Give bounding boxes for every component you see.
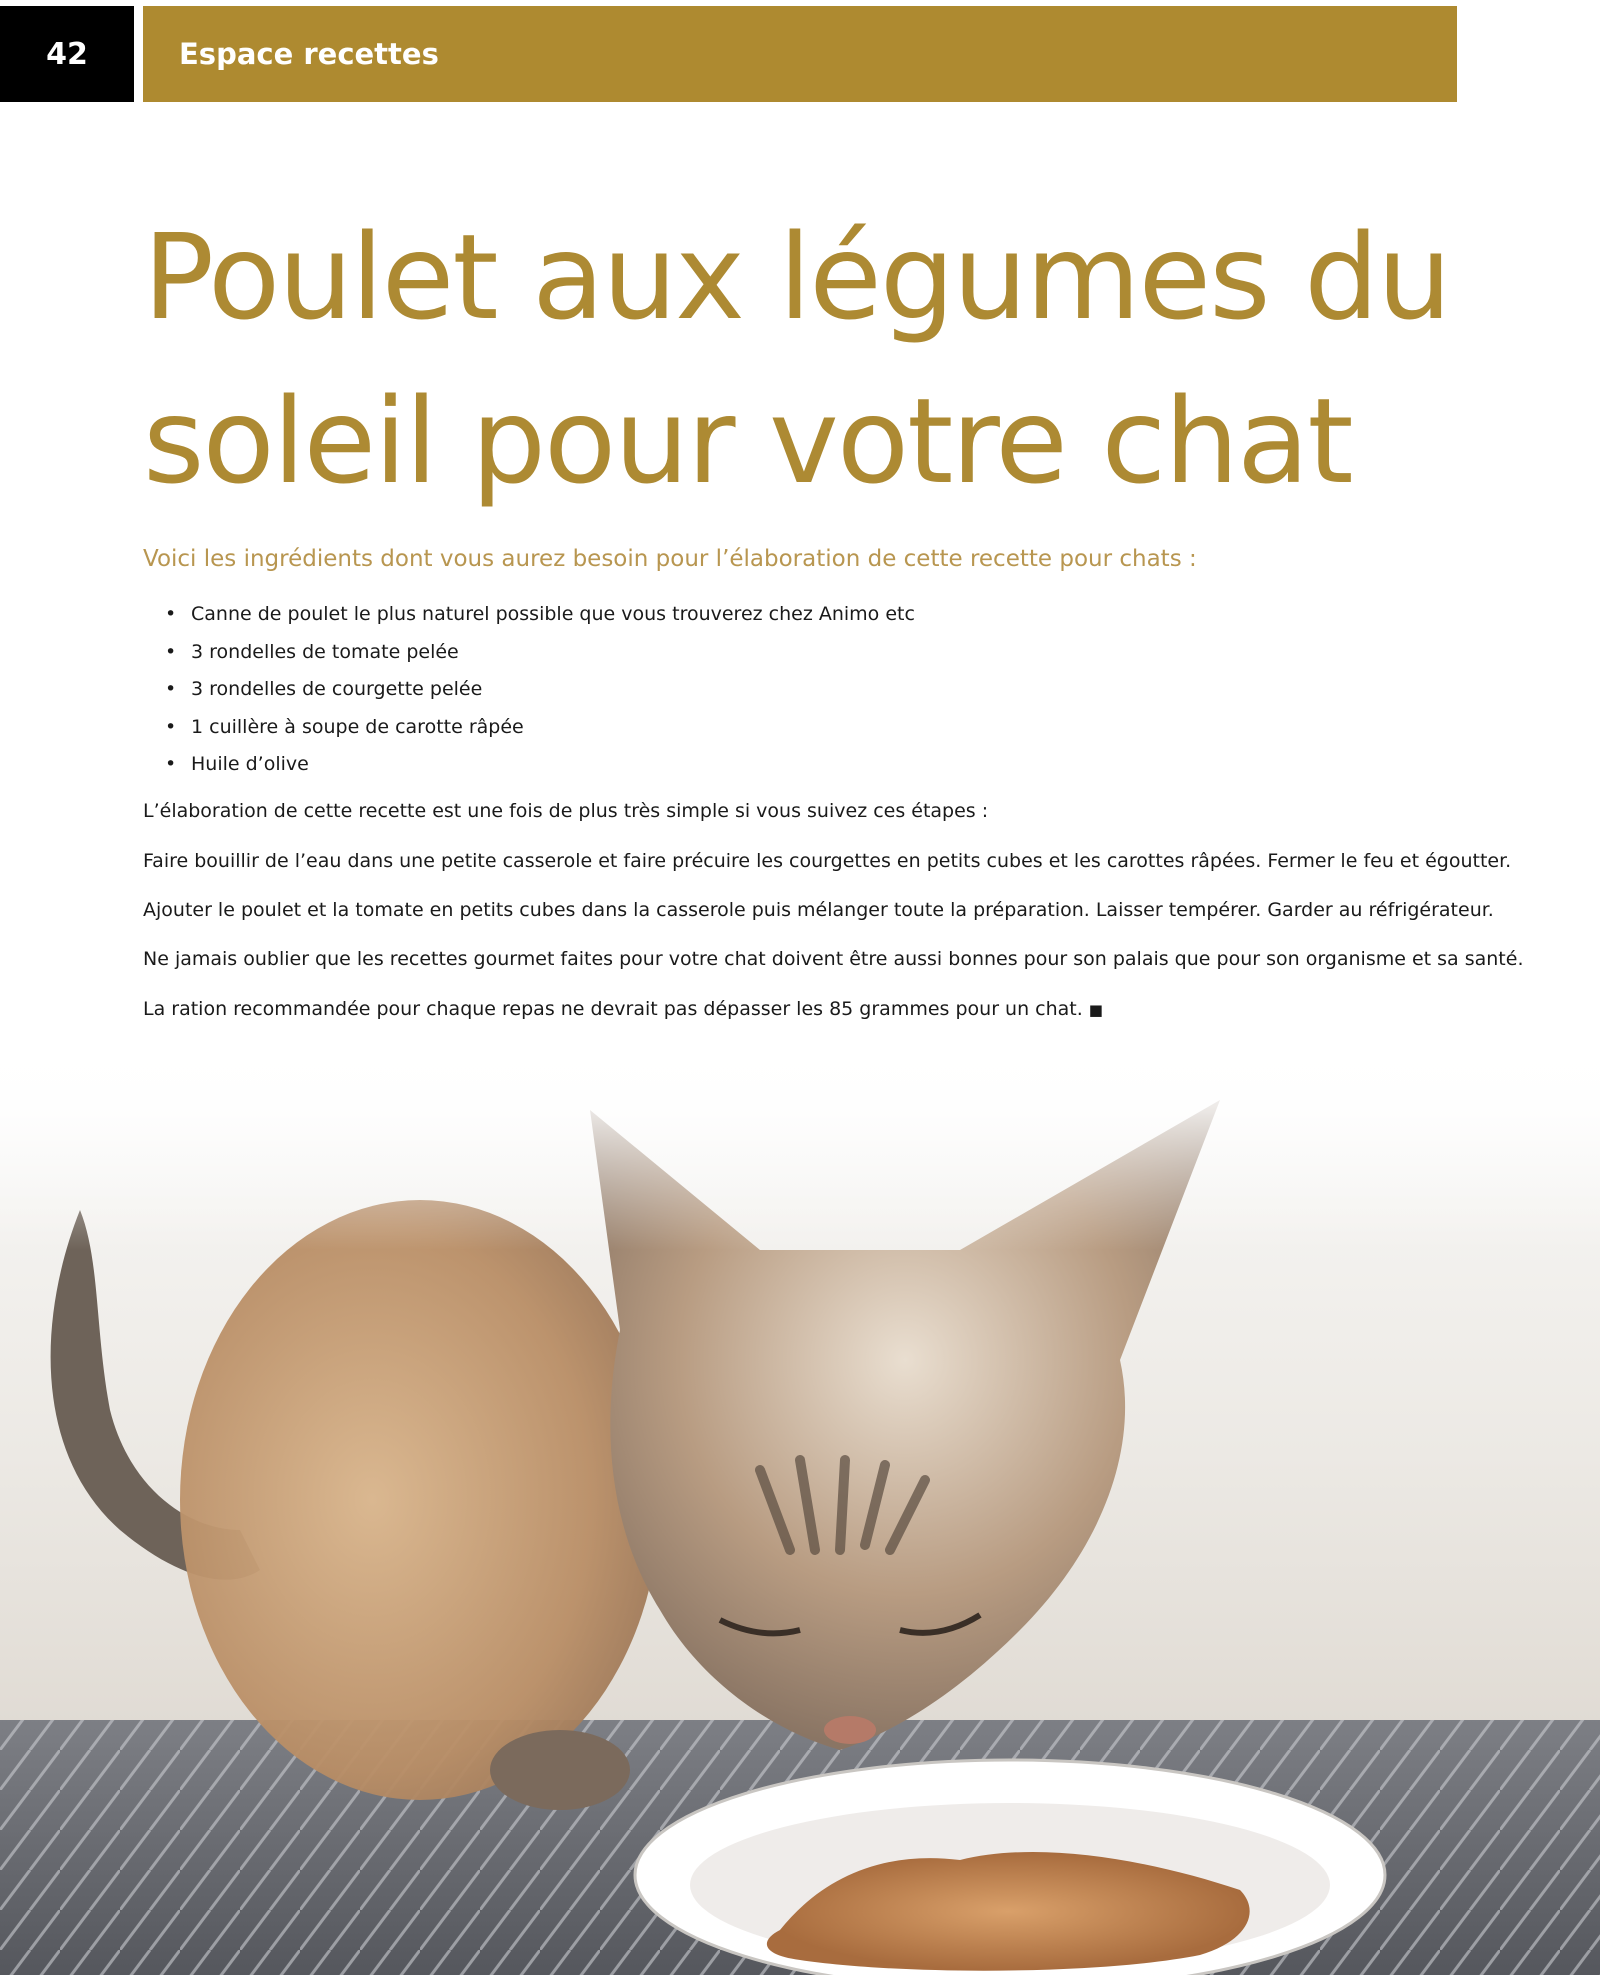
bullet-icon: •: [165, 603, 177, 625]
cat-paw: [490, 1730, 630, 1810]
ingredient-text: 3 rondelles de tomate pelée: [191, 640, 459, 663]
photo-top-fade: [0, 1030, 1600, 1250]
cat-body: [180, 1200, 660, 1800]
paragraph-steps-intro: L’élaboration de cette recette est une fois de plus très simple si vous suivez ces étapes :: [143, 800, 989, 822]
ingredient-text: Huile d’olive: [191, 753, 309, 775]
ingredient-text: 3 rondelles de courgette pelée: [191, 678, 483, 700]
section-title: Espace recettes: [179, 37, 439, 71]
bullet-icon: •: [165, 678, 177, 700]
cat-eating-photo: [0, 1030, 1600, 1975]
section-header-bar: [143, 6, 1457, 102]
ingredient-text: Canne de poulet le plus naturel possible que vous trouverez chez Animo etc: [191, 603, 915, 625]
list-item: [158, 671, 915, 709]
paragraph-step-2: Ajouter le poulet et la tomate en petits cubes dans la casserole puis mélanger toute la préparation. Laisser tempérer. Garder au réfrigérateur.: [143, 899, 1494, 921]
list-item: [158, 746, 915, 784]
article-title: [143, 195, 1493, 523]
ingredient-list: [158, 596, 915, 784]
list-item: [158, 709, 915, 747]
bullet-icon: •: [165, 715, 177, 738]
ration-text: La ration recommandée pour chaque repas ne devrait pas dépasser les 85 grammes pour un chat.: [143, 998, 1083, 1020]
bullet-icon: •: [165, 640, 177, 663]
title-line-2: soleil pour votre chat: [143, 372, 1352, 510]
end-square-icon: ■: [1088, 1001, 1103, 1019]
paragraph-advice: Ne jamais oublier que les recettes gourmet faites pour votre chat doivent être aussi bonnes pour son palais que pour son organisme et sa santé.: [143, 948, 1524, 970]
paragraph-step-1: Faire bouillir de l’eau dans une petite casserole et faire précuire les courgettes en petits cubes et les carottes râpées. Fermer le feu et égoutter.: [143, 850, 1512, 872]
bullet-icon: •: [165, 753, 177, 775]
cat-nose: [824, 1716, 876, 1744]
title-line-1: Poulet aux légumes du: [143, 208, 1450, 346]
paragraph-ration: [143, 998, 1463, 1020]
intro-text: Voici les ingrédients dont vous aurez besoin pour l’élaboration de cette recette pour chats :: [143, 546, 1197, 572]
list-item: [158, 596, 915, 634]
ingredient-text: 1 cuillère à soupe de carotte râpée: [191, 715, 524, 738]
page-number: 42: [0, 6, 134, 102]
list-item: [158, 634, 915, 672]
